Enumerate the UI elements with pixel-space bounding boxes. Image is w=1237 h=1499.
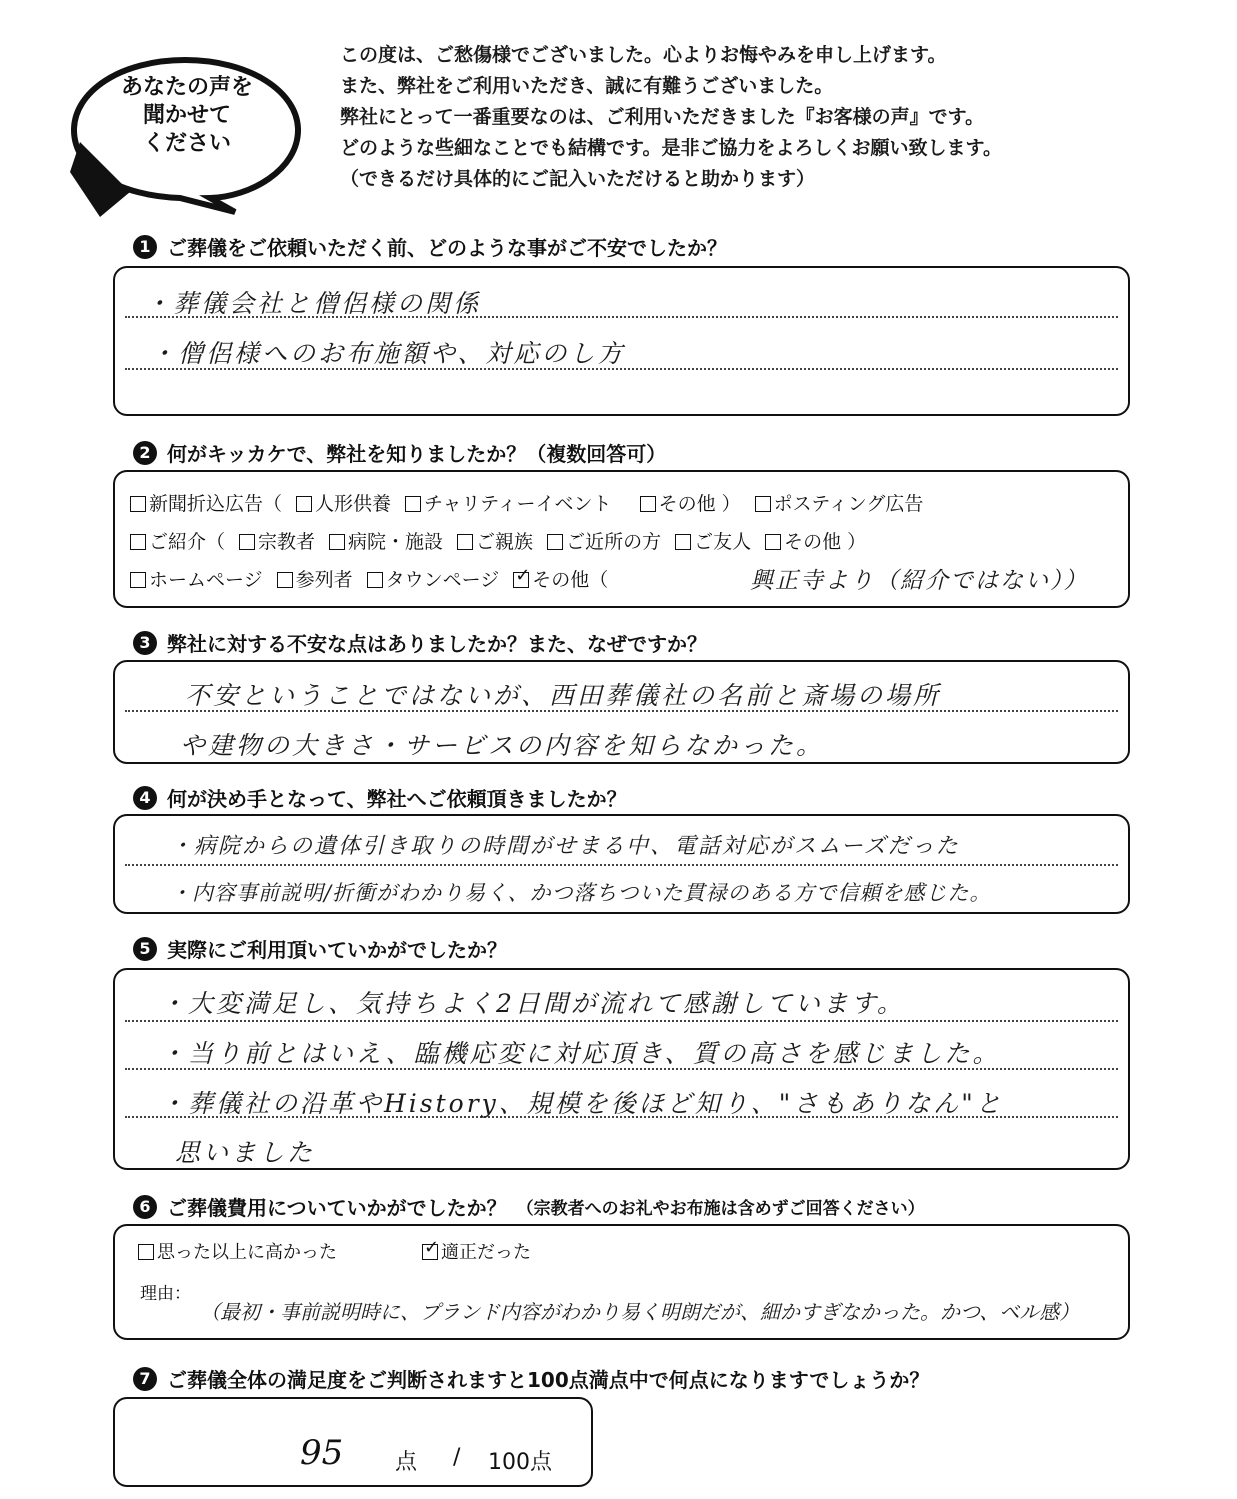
option[interactable] xyxy=(138,1238,337,1264)
checkbox[interactable] xyxy=(130,572,146,588)
question-title: ご葬儀をご依頼いただく前、どのような事がご不安でしたか？ xyxy=(167,236,727,260)
checkbox[interactable] xyxy=(296,496,312,512)
question-number: 3 xyxy=(133,631,157,655)
option-label: その他 ） xyxy=(658,493,741,515)
intro-line: 弊社にとって一番重要なのは、ご利用いただきました『お客様の声』です。 xyxy=(340,106,985,128)
checkbox[interactable] xyxy=(405,496,421,512)
question-title: ご葬儀全体の満足度をご判断されますと100点満点中で何点になりますでしょうか？ xyxy=(167,1368,930,1392)
option[interactable] xyxy=(422,1238,531,1264)
answer-line: や建物の大きさ・サービスの内容を知らなかった。 xyxy=(180,731,825,760)
intro-text xyxy=(340,40,1210,195)
option[interactable] xyxy=(329,527,443,554)
checkbox-checked[interactable] xyxy=(422,1244,438,1260)
checkbox[interactable] xyxy=(277,572,293,588)
option-label: ご友人 xyxy=(694,531,752,553)
checkbox[interactable] xyxy=(640,496,656,512)
reason-text: （最初・事前説明時に、プランド内容がわかり易く明朗だが、細かすぎなかった。かつ、ベル感） xyxy=(200,1300,1080,1324)
score-value: 95 xyxy=(300,1433,344,1473)
checkbox[interactable] xyxy=(367,572,383,588)
score-max: 100点 xyxy=(488,1450,552,1475)
option-label: その他（ xyxy=(532,569,609,591)
question-3-heading xyxy=(133,628,707,657)
question-number: 7 xyxy=(133,1367,157,1391)
intro-line: この度は、ご愁傷様でございました。心よりお悔やみを申し上げます。 xyxy=(340,44,947,66)
question-title: 何が決め手となって、弊社へご依頼頂きましたか？ xyxy=(167,787,627,811)
option[interactable] xyxy=(547,527,661,554)
question-title: 実際にご利用頂いていかがでしたか？ xyxy=(167,938,507,962)
bubble-text xyxy=(82,74,292,158)
option[interactable] xyxy=(513,565,608,592)
answer-line: ・病院からの遺体引き取りの時間がせまる中、電話対応がスムーズだった xyxy=(170,834,960,859)
checkbox[interactable] xyxy=(755,496,771,512)
question-5-heading xyxy=(133,934,507,963)
question-note: （宗教者へのお礼やお布施は含めずご回答ください） xyxy=(516,1199,925,1219)
dotted-line xyxy=(125,864,1118,866)
score-separator: / xyxy=(453,1445,461,1470)
checkbox[interactable] xyxy=(130,496,146,512)
question-6-heading xyxy=(133,1192,925,1221)
intro-line: どのような些細なことでも結構です。是非ご協力をよろしくお願い致します。 xyxy=(340,137,1002,159)
option[interactable] xyxy=(277,565,353,592)
option[interactable] xyxy=(130,565,263,592)
option[interactable] xyxy=(296,489,391,516)
question-number: 6 xyxy=(133,1195,157,1219)
bubble-line: あなたの声を xyxy=(120,75,253,100)
checkbox[interactable] xyxy=(329,534,345,550)
question-4-heading xyxy=(133,783,627,812)
option-label: ご近所の方 xyxy=(566,531,662,553)
answer-line: 不安ということではないが、西田葬儀社の名前と斎場の場所 xyxy=(185,681,942,710)
option[interactable] xyxy=(675,527,751,554)
option-label: 病院・施設 xyxy=(348,531,444,553)
option-row xyxy=(138,1238,545,1264)
option[interactable] xyxy=(367,565,500,592)
score-unit: 点 xyxy=(395,1450,418,1475)
question-number: 2 xyxy=(133,441,157,465)
checkbox[interactable] xyxy=(675,534,691,550)
option-row xyxy=(130,565,622,592)
checkbox-checked[interactable] xyxy=(513,572,529,588)
option[interactable] xyxy=(457,527,533,554)
option[interactable] xyxy=(765,527,866,554)
option-label: チャリティーイベント xyxy=(424,493,612,515)
question-number: 5 xyxy=(133,937,157,961)
bubble-line: ください xyxy=(142,131,231,156)
bubble-line: 聞かせて xyxy=(142,103,231,128)
question-number: 4 xyxy=(133,786,157,810)
option-label: タウンページ xyxy=(385,569,500,591)
option-row xyxy=(130,489,937,516)
question-title: 何がキッカケで、弊社を知りましたか？（複数回答可） xyxy=(167,442,667,466)
checkbox[interactable] xyxy=(239,534,255,550)
option-label: 人形供養 xyxy=(315,493,392,515)
option[interactable] xyxy=(640,489,741,516)
option[interactable] xyxy=(130,489,282,516)
checkbox[interactable] xyxy=(457,534,473,550)
checkbox[interactable] xyxy=(547,534,563,550)
answer-line: ・当り前とはいえ、臨機応変に対応頂き、質の高さを感じました。 xyxy=(160,1039,1001,1068)
speech-bubble xyxy=(60,52,310,222)
answer-line: ・僧侶様へのお布施額や、対応のし方 xyxy=(150,339,626,368)
question-2-heading xyxy=(133,438,666,467)
answer-line: ・内容事前説明/折衝がわかり易く、かつ落ちついた貫禄のある方で信頼を感じた。 xyxy=(170,881,992,905)
option[interactable] xyxy=(239,527,315,554)
option[interactable] xyxy=(405,489,612,516)
option-label: ポスティング広告 xyxy=(773,493,924,515)
handwritten-other: 興正寺より（紹介ではない）） xyxy=(750,568,1089,594)
option-row xyxy=(130,527,880,554)
option-label: ホームページ xyxy=(149,569,263,591)
question-7-heading xyxy=(133,1364,929,1393)
checkbox[interactable] xyxy=(130,534,146,550)
answer-line: ・葬儀社の沿革やHistory、規模を後ほど知り、"さもありなん"と xyxy=(160,1089,1004,1118)
question-1-heading xyxy=(133,232,727,261)
option-label: 思った以上に高かった xyxy=(157,1242,337,1263)
question-title: 弊社に対する不安な点はありましたか？また、なぜですか？ xyxy=(167,632,707,656)
checkbox[interactable] xyxy=(138,1244,154,1260)
answer-line: 思いました xyxy=(175,1138,316,1167)
option-label: 適正だった xyxy=(441,1242,531,1263)
intro-line: （できるだけ具体的にご記入いただけると助かります） xyxy=(340,168,816,190)
reason-label: 理由： xyxy=(140,1284,191,1304)
option-label: ご親族 xyxy=(476,531,534,553)
answer-line: ・葬儀会社と僧侶様の関係 xyxy=(145,289,482,318)
question-number: 1 xyxy=(133,235,157,259)
option-label: 宗教者 xyxy=(258,531,316,553)
option-label: 新聞折込広告（ xyxy=(149,493,283,515)
option-label: 参列者 xyxy=(295,569,353,591)
option[interactable] xyxy=(130,527,225,554)
dotted-line xyxy=(125,1020,1118,1022)
option-label: その他 ） xyxy=(784,531,867,553)
option-label: ご紹介（ xyxy=(149,531,226,553)
answer-line: ・大変満足し、気持ちよく2日間が流れて感謝しています。 xyxy=(160,989,905,1018)
checkbox[interactable] xyxy=(765,534,781,550)
option[interactable] xyxy=(755,489,924,516)
question-title: ご葬儀費用についていかがでしたか？ xyxy=(167,1196,507,1220)
intro-line: また、弊社をご利用いただき、誠に有難うございました。 xyxy=(340,75,834,97)
